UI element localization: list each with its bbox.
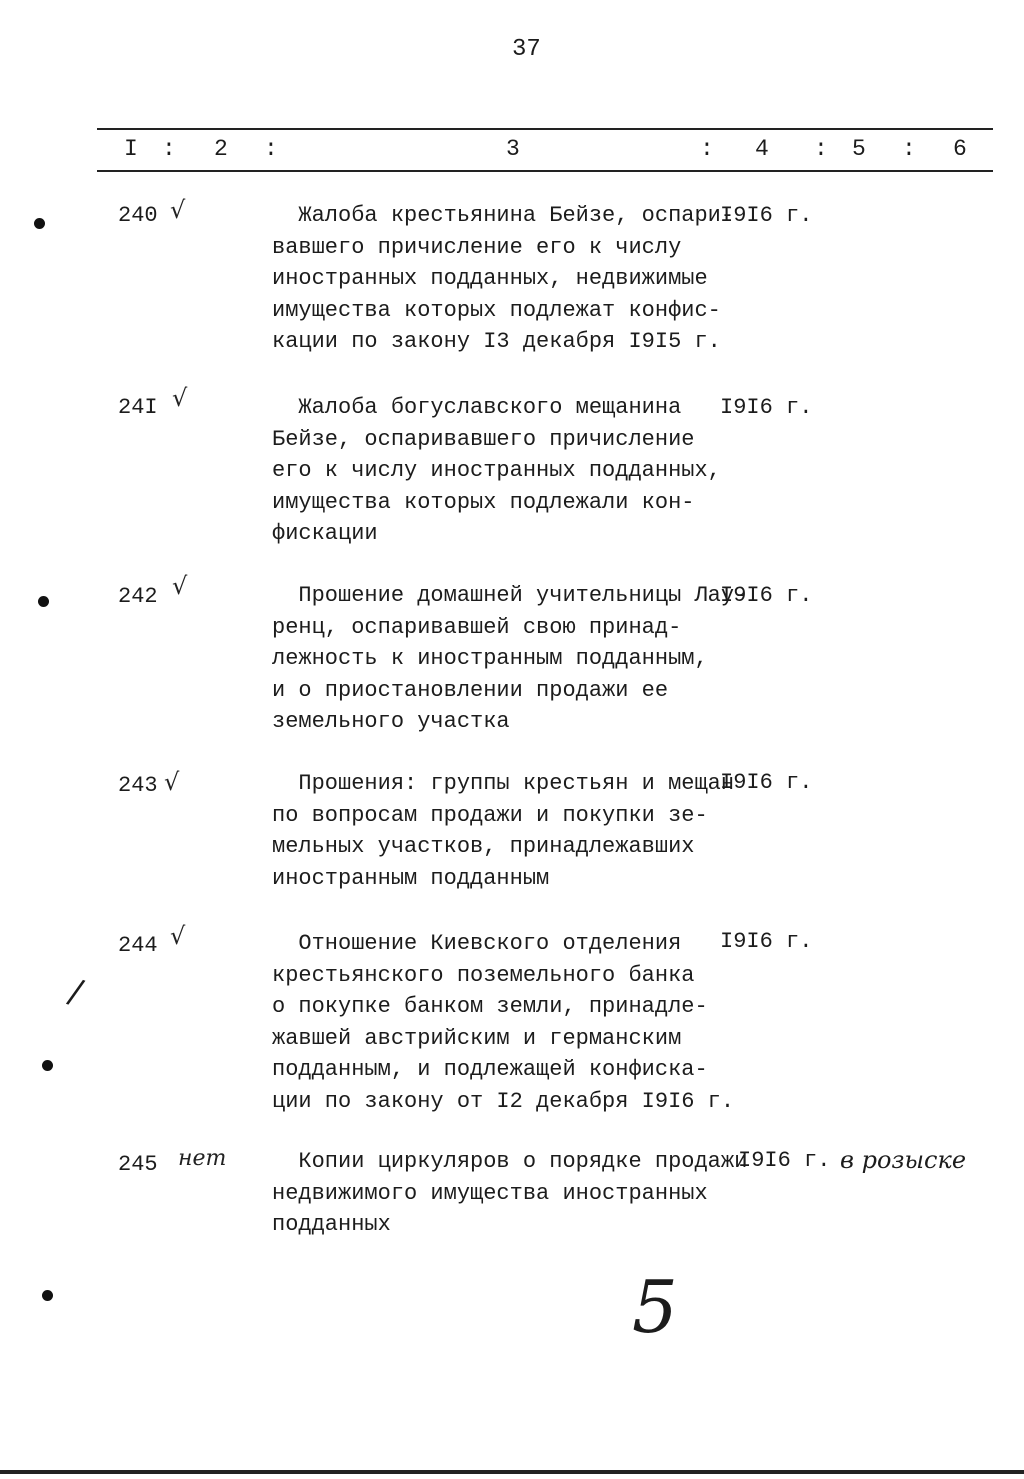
header-separator: : xyxy=(264,136,278,162)
row-description xyxy=(272,928,735,1117)
row-description xyxy=(272,200,735,358)
description-line: Жалоба богуславского мещанина xyxy=(272,395,682,420)
description-line: его к числу иностранных подданных, xyxy=(272,458,721,483)
row-description xyxy=(272,580,748,738)
row-description xyxy=(272,768,735,894)
row-description xyxy=(272,392,722,550)
row-number: 245 xyxy=(118,1152,158,1177)
header-top-rule xyxy=(97,128,993,130)
row-number: 243 xyxy=(118,773,158,798)
header-bottom-rule xyxy=(97,170,993,172)
punch-hole xyxy=(38,596,49,607)
description-line: крестьянского поземельного банка xyxy=(272,962,695,988)
header-separator: : xyxy=(162,136,176,162)
description-line: Копии циркуляров о порядке продажи xyxy=(272,1149,748,1174)
description-line: подданных xyxy=(272,1212,391,1237)
description-line: Бейзе, оспаривавшего причисление xyxy=(272,426,695,452)
header-col-1: I xyxy=(124,136,138,162)
punch-hole xyxy=(42,1290,53,1301)
description-line: ренц, оспаривавшей свою принад- xyxy=(272,614,682,640)
page-number: 37 xyxy=(512,36,541,63)
header-col-6: 6 xyxy=(953,136,967,162)
header-separator: : xyxy=(814,136,828,162)
description-line: подданным, и подлежащей конфиска- xyxy=(272,1057,708,1082)
header-col-5: 5 xyxy=(852,136,866,162)
bottom-edge xyxy=(0,1470,1024,1474)
handwritten-mark: нет xyxy=(178,1146,227,1171)
row-year: I9I6 г. xyxy=(720,929,813,954)
description-line: имущества которых подлежат конфис- xyxy=(272,297,721,323)
description-line: иностранных подданных, недвижимые xyxy=(272,266,708,291)
row-number: 244 xyxy=(118,933,158,958)
header-separator: : xyxy=(902,136,916,162)
row-number: 24I xyxy=(118,395,158,420)
description-line: Жалоба крестьянина Бейзе, оспари- xyxy=(272,203,735,228)
description-line: земельного участка xyxy=(272,709,510,734)
description-line: лежность к иностранным подданным, xyxy=(272,646,708,671)
row-year: I9I6 г. xyxy=(720,203,813,228)
row-description xyxy=(272,1146,748,1241)
handwritten-page-number: 5 xyxy=(632,1265,678,1349)
check-mark-icon: √ xyxy=(164,768,180,796)
handwritten-note: в розыске xyxy=(840,1146,967,1174)
description-line: имущества которых подлежали кон- xyxy=(272,489,695,515)
description-line: мельных участков, принадлежавших xyxy=(272,834,695,859)
description-line: Прошение домашней учительницы Лау- xyxy=(272,583,748,608)
header-separator: : xyxy=(700,136,714,162)
description-line: ции по закону от I2 декабря I9I6 г. xyxy=(272,1088,735,1114)
header-col-4: 4 xyxy=(755,136,769,162)
description-line: кации по закону I3 декабря I9I5 г. xyxy=(272,329,721,354)
description-line: вавшего причисление его к числу xyxy=(272,234,682,260)
description-line: Прошения: группы крестьян и мещан xyxy=(272,771,735,796)
description-line: жавшей австрийским и германским xyxy=(272,1025,682,1051)
description-line: о покупке банком земли, принадле- xyxy=(272,994,708,1019)
description-line: фискации xyxy=(272,521,378,546)
check-mark-icon: √ xyxy=(172,572,188,600)
check-mark-icon: √ xyxy=(170,196,186,224)
row-year: I9I6 г. xyxy=(720,395,813,420)
description-line: и о приостановлении продажи ее xyxy=(272,677,669,703)
punch-hole xyxy=(34,218,45,229)
row-year: I9I6 г. xyxy=(738,1148,831,1173)
description-line: Отношение Киевского отделения xyxy=(272,931,682,956)
row-number: 240 xyxy=(118,203,158,228)
row-year: I9I6 г. xyxy=(720,770,813,795)
header-col-3: 3 xyxy=(506,136,520,162)
row-year: I9I6 г. xyxy=(720,583,813,608)
check-mark-icon: √ xyxy=(172,384,188,412)
row-number: 242 xyxy=(118,584,158,609)
description-line: по вопросам продажи и покупки зе- xyxy=(272,802,708,828)
punch-hole xyxy=(42,1060,53,1071)
header-col-2: 2 xyxy=(214,136,228,162)
margin-mark: / xyxy=(64,971,88,1013)
description-line: иностранным подданным xyxy=(272,865,550,891)
description-line: недвижимого имущества иностранных xyxy=(272,1180,708,1206)
check-mark-icon: √ xyxy=(170,922,186,950)
